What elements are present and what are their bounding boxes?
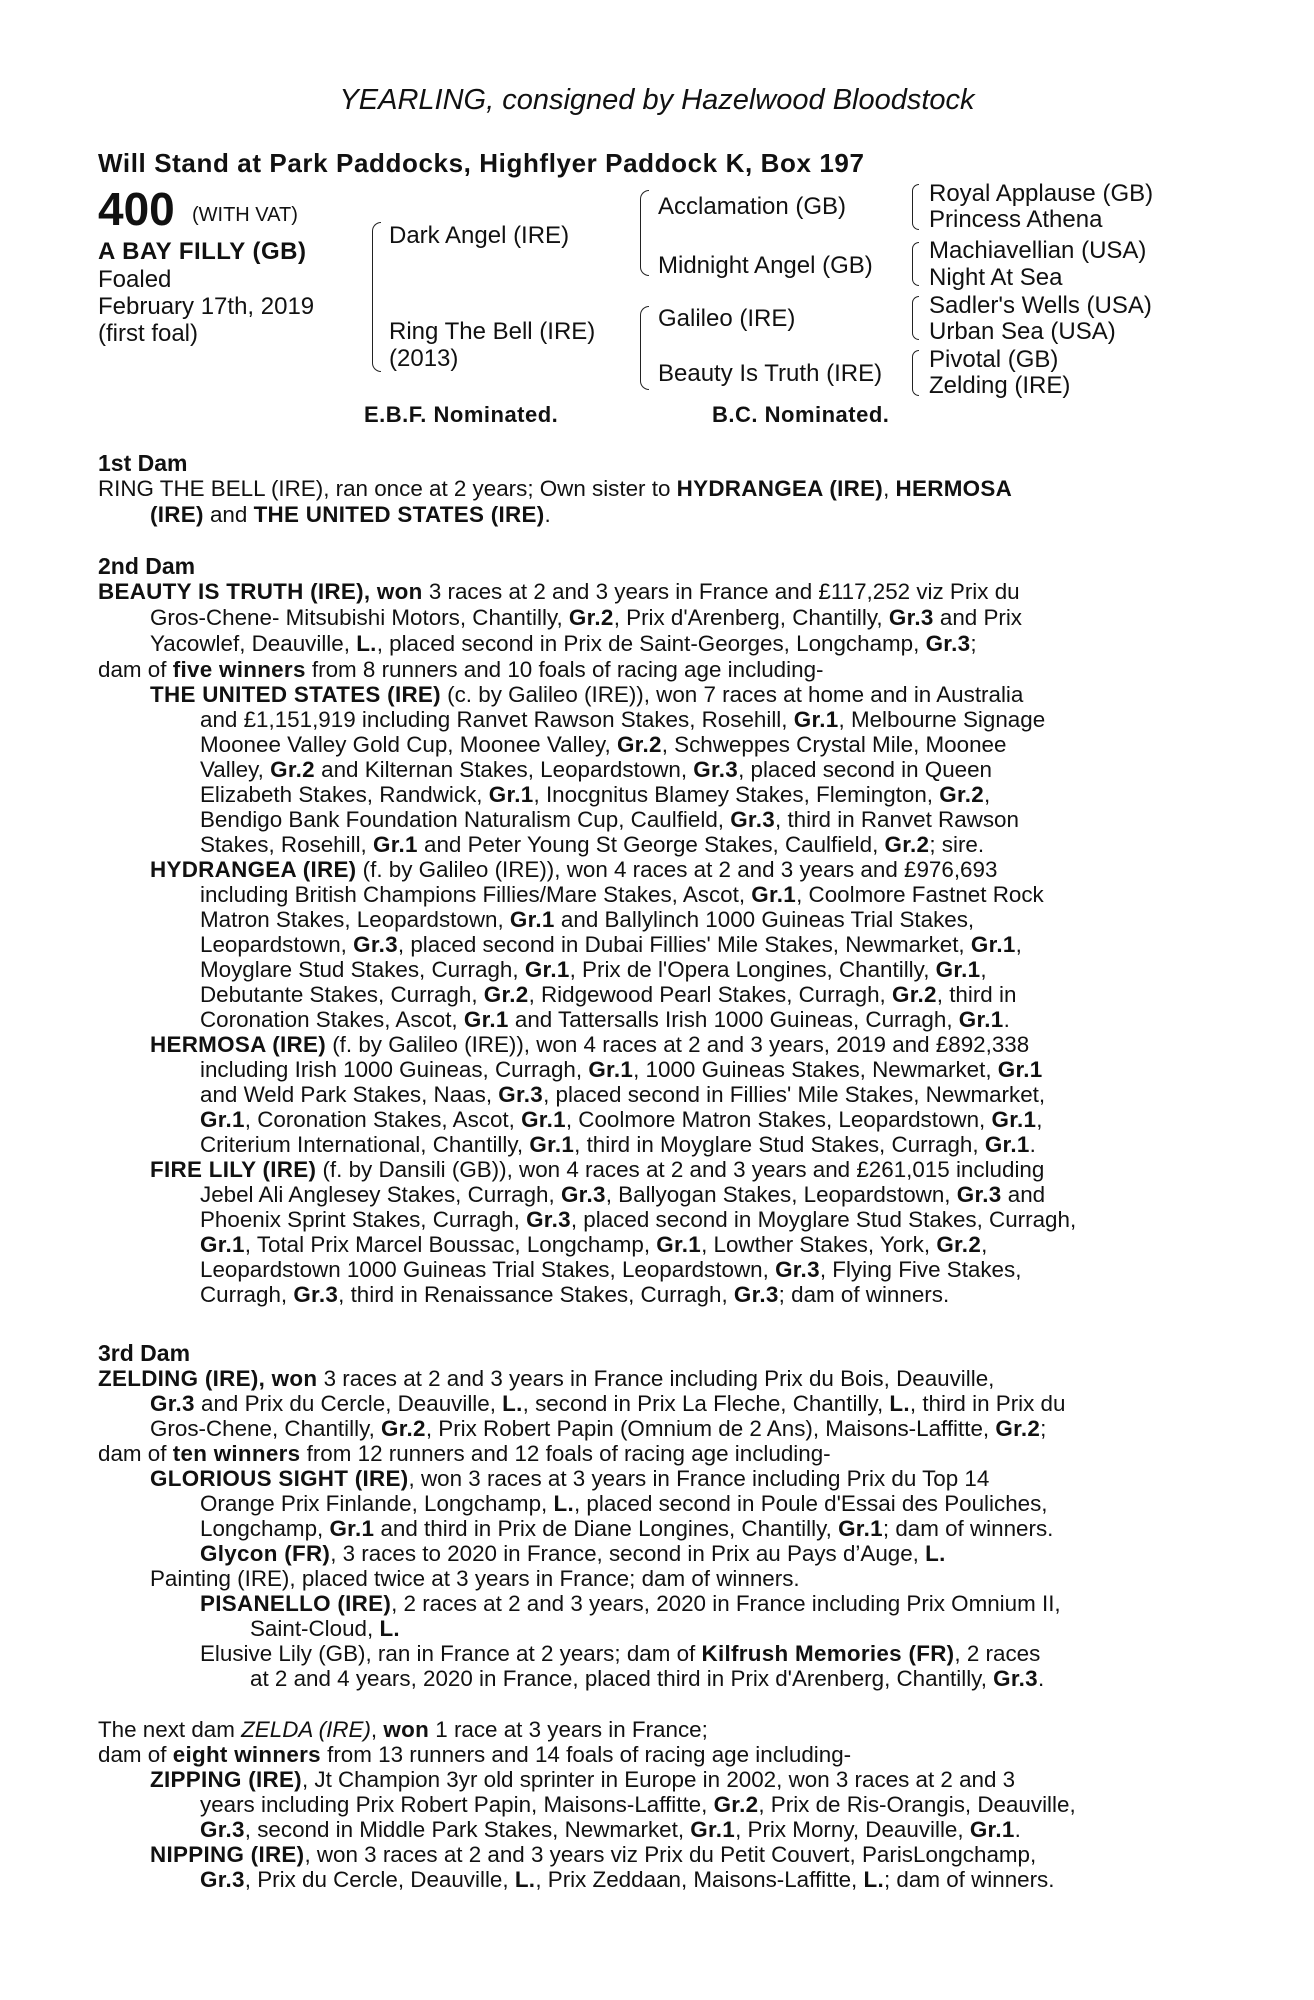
beauty-is-truth-line-2: Gros-Chene- Mitsubishi Motors, Chantilly, Gr.2, Prix d'Arenberg, Chantilly, Gr.3 and Prix [150,605,1023,630]
glycon-line: Glycon (FR), 3 races to 2020 in France, second in Prix au Pays d’Auge, L. [200,1541,946,1566]
first-dam-line-2: (IRE) and THE UNITED STATES (IRE). [150,502,551,527]
dam-year: (2013) [389,345,459,372]
hydrangea-line-6: Debutante Stakes, Curragh, Gr.2, Ridgewood Pearl Stakes, Curragh, Gr.2, third in [200,982,1017,1007]
dds: Pivotal (GB) [929,346,1059,373]
sss: Royal Applause (GB) [929,180,1154,207]
pedigree-brace-dam [640,306,649,390]
glorious-sight-line-3: Longchamp, Gr.1 and third in Prix de Diane Longines, Chantilly, Gr.1; dam of winners. [200,1516,1054,1541]
united-states-line-2: and £1,151,919 including Ranvet Rawson Stakes, Rosehill, Gr.1, Melbourne Signage [200,707,1046,732]
glorious-sight-line-2: Orange Prix Finlande, Longchamp, L., placed second in Poule d'Essai des Pouliches, [200,1491,1048,1516]
hermosa-line-1: HERMOSA (IRE) (f. by Galileo (IRE)), won 4 races at 2 and 3 years, 2019 and £892,338 [150,1032,1030,1057]
glorious-sight-line-1: GLORIOUS SIGHT (IRE), won 3 races at 3 years in France including Prix du Top 14 [150,1466,990,1491]
fire-lily-line-2: Jebel Ali Anglesey Stakes, Curragh, Gr.3, Ballyogan Stakes, Leopardstown, Gr.3 and [200,1182,1046,1207]
dam-dam: Beauty Is Truth (IRE) [658,360,883,387]
sdd: Night At Sea [929,264,1063,291]
next-dam-line-1: The next dam ZELDA (IRE), won 1 race at 3 years in France; [98,1717,708,1742]
sds: Machiavellian (USA) [929,237,1147,264]
pisanello-line-1: PISANELLO (IRE), 2 races at 2 and 3 years, 2020 in France including Prix Omnium II, [200,1591,1061,1616]
foaled-label: Foaled [98,266,172,293]
painting-line: Painting (IRE), placed twice at 3 years in France; dam of winners. [150,1566,800,1591]
united-states-line-5: Elizabeth Stakes, Randwick, Gr.1, Inocgnitus Blamey Stakes, Flemington, Gr.2, [200,782,991,807]
sire-sire: Acclamation (GB) [658,193,847,220]
hydrangea-line-2: including British Champions Fillies/Mare Stakes, Ascot, Gr.1, Coolmore Fastnet Rock [200,882,1044,907]
vat-note: (WITH VAT) [192,204,298,226]
zelding-line-2: Gr.3 and Prix du Cercle, Deauville, L., second in Prix La Fleche, Chantilly, L., third in Prix du [150,1391,1066,1416]
elusive-lily-line-2: at 2 and 4 years, 2020 in France, placed third in Prix d'Arenberg, Chantilly, Gr.3. [250,1666,1045,1691]
united-states-line-3: Moonee Valley Gold Cup, Moonee Valley, Gr.2, Schweppes Crystal Mile, Moonee [200,732,1007,757]
first-dam-line-1: RING THE BELL (IRE), ran once at 2 years; Own sister to HYDRANGEA (IRE), HERMOSA [98,476,1013,501]
dam: Ring The Bell (IRE) [389,318,596,345]
ebf-nominated: E.B.F. Nominated. [364,402,559,427]
pedigree-brace-ss [912,184,919,230]
pedigree-brace-main [372,222,381,372]
pedigree-brace-dd [912,350,919,396]
zipping-line-3: Gr.3, second in Middle Park Stakes, Newmarket, Gr.1, Prix Morny, Deauville, Gr.1. [200,1817,1021,1842]
hydrangea-line-4: Leopardstown, Gr.3, placed second in Dubai Fillies' Mile Stakes, Newmarket, Gr.1, [200,932,1022,957]
pedigree-brace-sire [640,190,649,276]
stand-location: Will Stand at Park Paddocks, Highflyer Paddock K, Box 197 [98,148,865,178]
hydrangea-line-3: Matron Stakes, Leopardstown, Gr.1 and Ballylinch 1000 Guineas Trial Stakes, [200,907,975,932]
dam-sire: Galileo (IRE) [658,305,796,332]
united-states-line-1: THE UNITED STATES (IRE) (c. by Galileo (IRE)), won 7 races at home and in Australia [150,682,1024,707]
lot-number: 400 [98,183,175,235]
hermosa-line-2: including Irish 1000 Guineas, Curragh, Gr.1, 1000 Guineas Stakes, Newmarket, Gr.1 [200,1057,1043,1082]
hermosa-line-4: Gr.1, Coronation Stakes, Ascot, Gr.1, Coolmore Matron Stakes, Leopardstown, Gr.1, [200,1107,1043,1132]
united-states-line-4: Valley, Gr.2 and Kilternan Stakes, Leopardstown, Gr.3, placed second in Queen [200,757,993,782]
sire-dam: Midnight Angel (GB) [658,252,873,279]
beauty-is-truth-line-1: BEAUTY IS TRUTH (IRE), won 3 races at 2 and 3 years in France and £117,252 viz Prix du [98,579,1020,604]
beauty-is-truth-line-4: dam of five winners from 8 runners and 10 foals of racing age including- [98,657,824,682]
hermosa-line-3: and Weld Park Stakes, Naas, Gr.3, placed second in Fillies' Mile Stakes, Newmarket, [200,1082,1046,1107]
pisanello-line-2: Saint-Cloud, L. [250,1616,400,1641]
second-dam-heading: 2nd Dam [98,553,196,579]
first-dam-heading: 1st Dam [98,450,188,476]
pedigree-brace-ds [912,296,919,340]
zelding-line-3: Gros-Chene, Chantilly, Gr.2, Prix Robert Papin (Omnium de 2 Ans), Maisons-Laffitte, Gr.2; [150,1416,1047,1441]
ddd: Zelding (IRE) [929,372,1071,399]
first-foal-note: (first foal) [98,320,199,347]
horse-name: A BAY FILLY (GB) [98,238,307,265]
foaled-date: February 17th, 2019 [98,293,315,320]
bc-nominated: B.C. Nominated. [712,402,890,427]
pedigree-brace-sd [912,242,919,286]
fire-lily-line-6: Curragh, Gr.3, third in Renaissance Stakes, Curragh, Gr.3; dam of winners. [200,1282,950,1307]
third-dam-heading: 3rd Dam [98,1340,191,1366]
united-states-line-7: Stakes, Rosehill, Gr.1 and Peter Young St George Stakes, Caulfield, Gr.2; sire. [200,832,985,857]
dsd: Urban Sea (USA) [929,318,1116,345]
nipping-line-1: NIPPING (IRE), won 3 races at 2 and 3 years viz Prix du Petit Couvert, ParisLongchamp, [150,1842,1037,1867]
fire-lily-line-3: Phoenix Sprint Stakes, Curragh, Gr.3, placed second in Moyglare Stud Stakes, Curragh, [200,1207,1077,1232]
nipping-line-2: Gr.3, Prix du Cercle, Deauville, L., Prix Zeddaan, Maisons-Laffitte, L.; dam of winners. [200,1867,1055,1892]
next-dam-line-2: dam of eight winners from 13 runners and 14 foals of racing age including- [98,1742,852,1767]
ssd: Princess Athena [929,206,1103,233]
hermosa-line-5: Criterium International, Chantilly, Gr.1, third in Moyglare Stud Stakes, Curragh, Gr.1. [200,1132,1036,1157]
beauty-is-truth-line-3: Yacowlef, Deauville, L., placed second in Prix de Saint-Georges, Longchamp, Gr.3; [150,631,977,656]
hydrangea-line-7: Coronation Stakes, Ascot, Gr.1 and Tattersalls Irish 1000 Guineas, Curragh, Gr.1. [200,1007,1010,1032]
zipping-line-2: years including Prix Robert Papin, Maisons-Laffitte, Gr.2, Prix de Ris-Orangis, Deauville, [200,1792,1076,1817]
hydrangea-line-5: Moyglare Stud Stakes, Curragh, Gr.1, Prix de l'Opera Longines, Chantilly, Gr.1, [200,957,987,982]
fire-lily-line-4: Gr.1, Total Prix Marcel Boussac, Longchamp, Gr.1, Lowther Stakes, York, Gr.2, [200,1232,988,1257]
sire: Dark Angel (IRE) [389,222,570,249]
dss: Sadler's Wells (USA) [929,292,1152,319]
zelding-line-1: ZELDING (IRE), won 3 races at 2 and 3 years in France including Prix du Bois, Deauville, [98,1366,995,1391]
fire-lily-line-5: Leopardstown 1000 Guineas Trial Stakes, Leopardstown, Gr.3, Flying Five Stakes, [200,1257,1022,1282]
zipping-line-1: ZIPPING (IRE), Jt Champion 3yr old sprinter in Europe in 2002, won 3 races at 2 and 3 [150,1767,1016,1792]
hydrangea-line-1: HYDRANGEA (IRE) (f. by Galileo (IRE)), won 4 races at 2 and 3 years and £976,693 [150,857,998,882]
fire-lily-line-1: FIRE LILY (IRE) (f. by Dansili (GB)), won 4 races at 2 and 3 years and £261,015 including [150,1157,1045,1182]
elusive-lily-line-1: Elusive Lily (GB), ran in France at 2 years; dam of Kilfrush Memories (FR), 2 races [200,1641,1041,1666]
zelding-line-4: dam of ten winners from 12 runners and 12 foals of racing age including- [98,1441,831,1466]
united-states-line-6: Bendigo Bank Foundation Naturalism Cup, Caulfield, Gr.3, third in Ranvet Rawson [200,807,1019,832]
page-heading: YEARLING, consigned by Hazelwood Bloodstock [339,84,975,116]
